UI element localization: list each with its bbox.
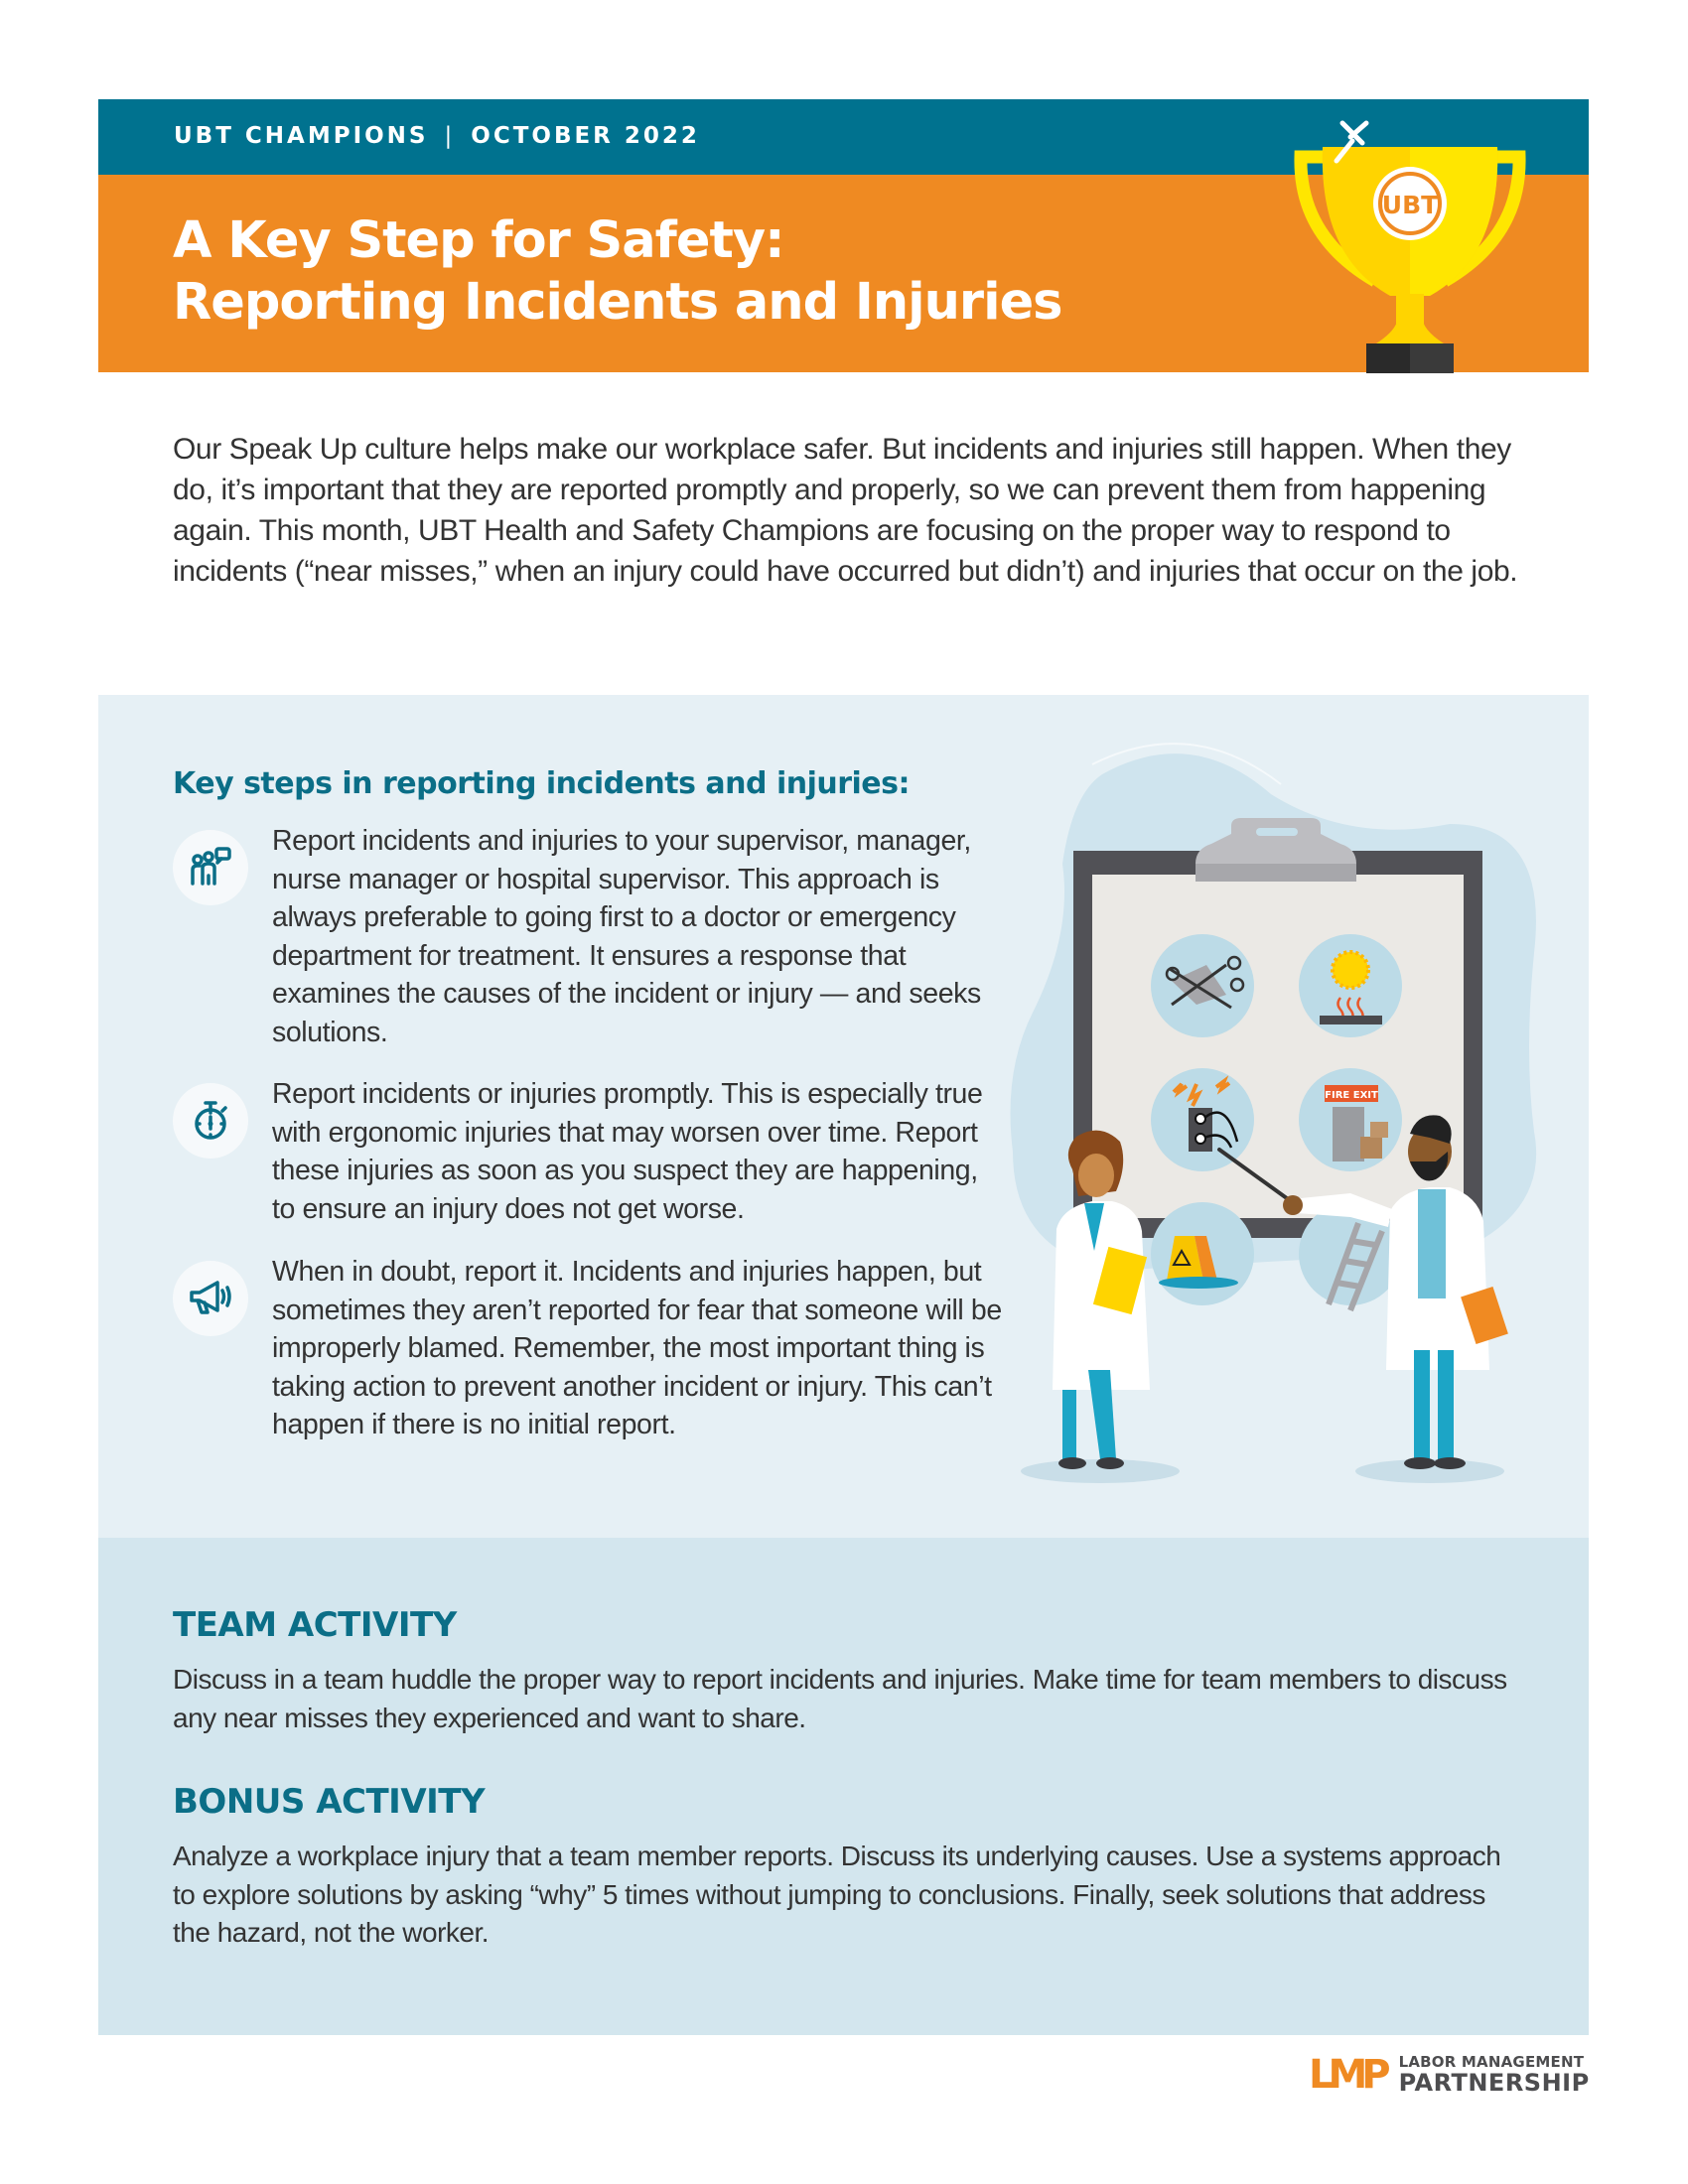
team-activity-text: Discuss in a team huddle the proper way to report incidents and injuries. Make time for team members to discuss any near misses they experienced and want to share. xyxy=(173,1664,1507,1733)
stopwatch-icon xyxy=(189,1099,232,1143)
title-line-1: A Key Step for Safety: xyxy=(173,211,784,270)
lmp-logo-line-2: PARTNERSHIP xyxy=(1398,2069,1590,2097)
key-steps-heading: Key steps in reporting incidents and injuries: xyxy=(173,766,910,801)
step-icon-badge xyxy=(173,1261,248,1336)
bonus-activity-text: Analyze a workplace injury that a team member reports. Discuss its underlying causes. Use a systems approach to explore solutions by asking “why” 5 times without jumping to conclusions. Finally, seek solutions that address the hazard, not the worker. xyxy=(173,1841,1501,1948)
team-activity-heading: TEAM ACTIVITY xyxy=(173,1605,457,1645)
lmp-logo-mark: LMP xyxy=(1309,2052,1385,2098)
clipboard-clip-hole xyxy=(1256,828,1298,836)
blocked-exit-hazard-icon xyxy=(1299,1068,1402,1171)
step-icon-badge xyxy=(173,1083,248,1159)
step-text: When in doubt, report it. Incidents and injuries happen, but sometimes they aren’t reported for fear that someone will be improperly blamed. Remember, the most important thing is taking action to prevent another incident or injury. This can’t happen if there is no initial report. xyxy=(272,1256,1002,1440)
trophy-badge-text: UBT xyxy=(1381,191,1439,219)
lmp-logo xyxy=(1309,2052,1590,2098)
megaphone-icon xyxy=(188,1277,233,1320)
step-text: Report incidents or injuries promptly. This is especially true with ergonomic injuries that may worsen over time. Report these injuries as soon as you suspect they are happening, to ensure an injury does not get worse. xyxy=(272,1078,983,1225)
sharps-hazard-icon xyxy=(1151,934,1254,1037)
clipboard-paper xyxy=(1092,875,1464,1218)
heat-hazard-icon xyxy=(1299,934,1402,1037)
page-title xyxy=(173,210,1062,334)
issue-date: OCTOBER 2022 xyxy=(471,123,700,149)
trophy-base-shade xyxy=(1410,343,1454,373)
lmp-logo-wordmark xyxy=(1399,2055,1590,2095)
lmp-logo-line-1: LABOR MANAGEMENT xyxy=(1398,2053,1585,2071)
fire-exit-sign: FIRE EXIT xyxy=(1325,1090,1378,1101)
title-line-2: Reporting Incidents and Injuries xyxy=(173,273,1062,332)
intro-paragraph: Our Speak Up culture helps make our workplace safer. But incidents and injuries still happen. When they do, it’s important that they are reported promptly and properly, so we can prevent them from happening again. This month, UBT Health and Safety Champions are focusing on the proper way to respond to incidents (“near misses,” when an injury could have occurred but didn’t) and injuries that occur on the job. xyxy=(173,433,1518,588)
electrical-hazard-icon xyxy=(1151,1068,1254,1171)
safety-clipboard-illustration xyxy=(993,735,1549,1489)
bonus-activity-heading: BONUS ACTIVITY xyxy=(173,1782,486,1822)
kicker-separator: | xyxy=(444,123,456,149)
series-label: UBT CHAMPIONS xyxy=(174,123,429,149)
trophy-foot xyxy=(1376,316,1444,343)
step-icon-badge xyxy=(173,830,248,905)
step-text: Report incidents and injuries to your supervisor, manager, nurse manager or hospital supervisor. This approach is always preferable to going first to a doctor or emergency department for treatment. It ensures a response that examines the causes of the incident or injury — and seeks solutions. xyxy=(272,825,981,1048)
wet-floor-hazard-icon xyxy=(1151,1202,1254,1305)
people-speech-icon xyxy=(189,846,232,889)
header-kicker xyxy=(174,123,700,149)
trophy-icon xyxy=(1281,117,1539,373)
clipboard-clip-shade xyxy=(1196,864,1356,882)
